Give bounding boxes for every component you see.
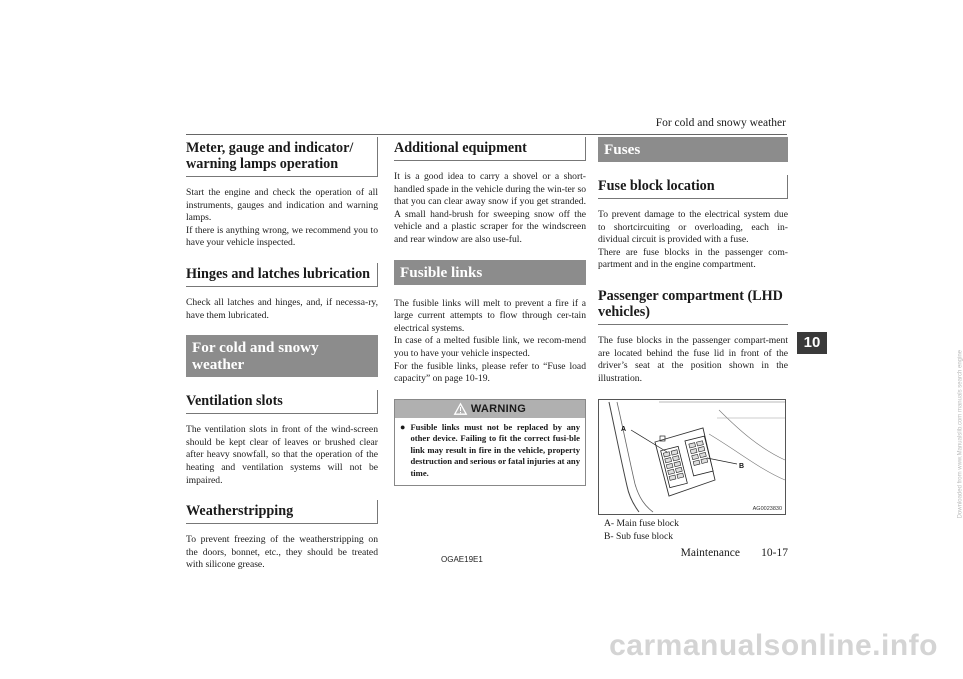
watermark: carmanualsonline.info (609, 629, 938, 662)
section-heading-cold-weather: For cold and snowy weather (186, 335, 378, 377)
paragraph-ventilation: The ventilation slots in front of the wind-screen should be kept clear of leaves or brushed clear after heavy snowfall, so that the operation of the heating and ventilation systems will not be impaired. (186, 424, 378, 486)
warning-triangle-icon (454, 403, 467, 415)
footer-section: Maintenance (680, 547, 740, 559)
paragraph-passenger-compartment: The fuse blocks in the passenger compart-ment are located behind the fuse lid in front of the driver’s seat at the position shown in the illustration. (598, 334, 788, 384)
warning-label: WARNING (470, 402, 527, 415)
column-left (186, 137, 378, 585)
paragraph-equipment: It is a good idea to carry a shovel or a short-handled spade in the vehicle during the win-ter so that you can clear away snow if you get stranded. A small hand-brush for sweeping snow off the vehicle and a plastic scraper for the windscreen and rear window are also use-ful. (394, 171, 586, 245)
paragraph-meter: Start the engine and check the operation of all instruments, gauges and indication and warning lamps. If there is anything wrong, we recommend you to have your vehicle inspected. (186, 187, 378, 249)
fuse-block-illustration (598, 399, 786, 515)
figure-label-a: A (621, 426, 627, 434)
figure-caption (598, 518, 788, 543)
running-head: For cold and snowy weather (655, 117, 786, 129)
header-rule (186, 134, 787, 135)
column-middle (394, 137, 586, 496)
paragraph-fuse-location: To prevent damage to the electrical system due to shortcircuiting or overloading, each in-dividual circuit is provided with a fuse. There are fuse blocks in the passenger com-partment and in the engine compartment. (598, 209, 788, 271)
warning-text: Fusible links must not be replaced by any other device. Failing to fit the correct fusi-ble link may result in fire in the vehicle, property destruction and serious or fatal injuries at any time. (410, 421, 581, 478)
fuse-panel-drawing (599, 400, 785, 514)
side-download-mark: Downloaded from www.Manualslib.com manuals search engine (957, 350, 963, 519)
warning-bullet: ● (400, 421, 406, 432)
section-heading-fusible-links: Fusible links (394, 260, 586, 285)
caption-main-fuse-block: A- Main fuse block (604, 518, 679, 530)
column-right (598, 137, 788, 543)
heading-additional-equipment: Additional equipment (394, 137, 586, 161)
heading-passenger-compartment: Passenger compartment (LHD vehicles) (598, 285, 788, 325)
heading-fuse-block-location: Fuse block location (598, 175, 788, 199)
paragraph-fusible-links: The fusible links will melt to prevent a fire if a large current attempts to flow through cer-tain electrical systems. In case of a melted fusible link, we recom-mend you to have your vehicle inspected. For the fusible links, please refer to “Fuse load capacity” on page 10-19. (394, 297, 586, 385)
paragraph-weatherstripping: To prevent freezing of the weatherstripping on the doors, bonnet, etc., they should be treated with silicone grease. (186, 534, 378, 571)
heading-meter-gauge: Meter, gauge and indicator/ warning lamps operation (186, 137, 378, 177)
figure-code: AG0023830 (752, 506, 782, 513)
footer-code: OGAE19E1 (441, 555, 483, 564)
warning-header (395, 400, 585, 418)
warning-box (394, 399, 586, 487)
chapter-tab: 10 (797, 332, 827, 354)
paragraph-hinges: Check all latches and hinges, and, if necessa-ry, have them lubricated. (186, 296, 378, 321)
heading-weatherstripping: Weatherstripping (186, 500, 378, 524)
heading-hinges: Hinges and latches lubrication (186, 263, 378, 287)
caption-sub-fuse-block: B- Sub fuse block (604, 530, 674, 542)
heading-ventilation: Ventilation slots (186, 390, 378, 414)
footer-page-number: 10-17 (761, 547, 788, 559)
section-heading-fuses: Fuses (598, 137, 788, 162)
warning-body (395, 418, 585, 486)
figure-label-b: B (739, 463, 745, 471)
